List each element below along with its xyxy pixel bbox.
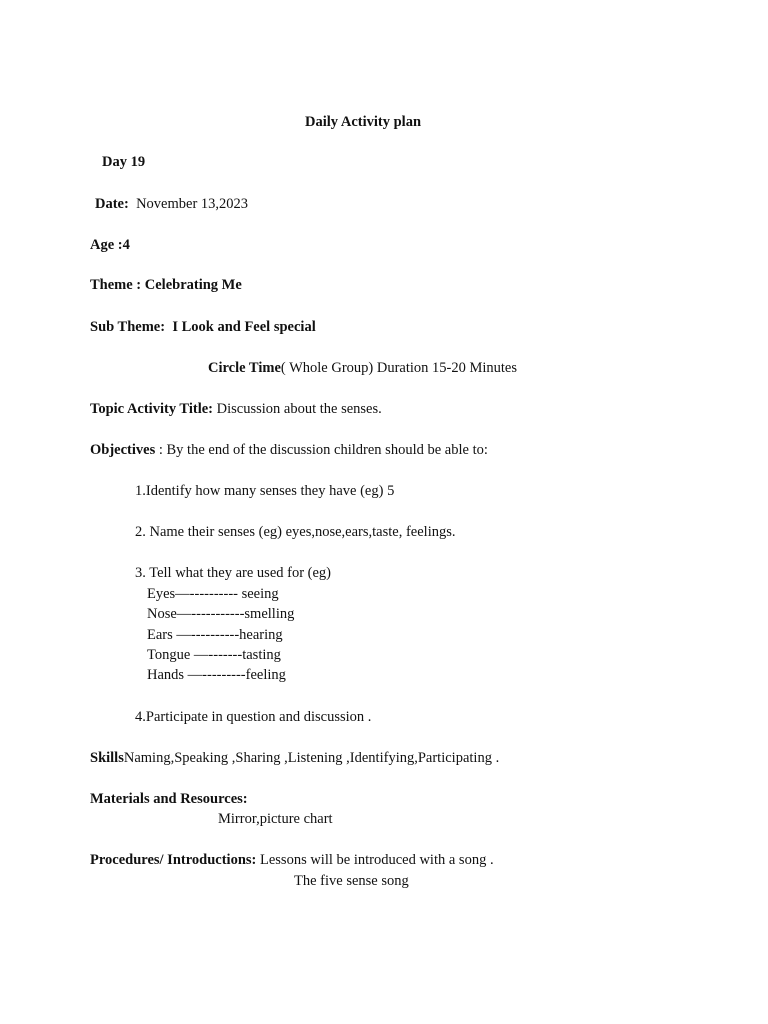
sense-use-eyes: Eyes—---------- seeing: [147, 586, 279, 602]
procedures-text: Lessons will be introduced with a song .: [256, 852, 494, 868]
theme-line: Theme : Celebrating Me: [90, 277, 242, 293]
circle-time-text: ( Whole Group) Duration 15-20 Minutes: [280, 360, 518, 376]
objective-item-2: 2. Name their senses (eg) eyes,nose,ears,taste, feelings.: [135, 524, 456, 540]
circle-time-line: [208, 359, 517, 377]
objective-item-3: 3. Tell what they are used for (eg): [135, 565, 332, 581]
objectives-line: [90, 441, 488, 459]
sense-use-nose: Nose—-----------smelling: [147, 606, 295, 622]
circle-time-label: Circle Time: [208, 360, 281, 376]
materials-text: Mirror,picture chart: [218, 811, 333, 827]
topic-text: Discussion about the senses.: [213, 401, 382, 417]
topic-label: Topic Activity Title:: [90, 401, 213, 417]
date-label: Date:: [95, 196, 129, 212]
objective-item-4: 4.Participate in question and discussion .: [135, 709, 372, 725]
day-label: Day 19: [102, 154, 146, 170]
sense-use-ears: Ears —----------hearing: [147, 627, 283, 643]
topic-line: [90, 400, 382, 418]
sense-use-tongue: Tongue —-------tasting: [147, 647, 281, 663]
sub-theme-line: Sub Theme: I Look and Feel special: [90, 319, 316, 335]
date-value: November 13,2023: [136, 196, 249, 212]
skills-label: Skills: [90, 750, 124, 766]
date-line: [95, 195, 248, 213]
procedures-label: Procedures/ Introductions:: [90, 852, 257, 868]
objectives-text: : By the end of the discussion children should be able to:: [155, 442, 488, 458]
materials-label: Materials and Resources:: [90, 791, 248, 807]
objective-item-1: 1.Identify how many senses they have (eg) 5: [135, 483, 395, 499]
procedures-line: [90, 851, 494, 869]
skills-text: Naming,Speaking ,Sharing ,Listening ,Identifying,Participating .: [123, 750, 500, 766]
document-title: Daily Activity plan: [305, 114, 422, 130]
objectives-label: Objectives: [90, 442, 156, 458]
age-line: Age :4: [90, 237, 130, 253]
song-title: The five sense song: [294, 873, 409, 889]
skills-line: [90, 749, 499, 767]
sense-use-hands: Hands —---------feeling: [147, 667, 286, 683]
